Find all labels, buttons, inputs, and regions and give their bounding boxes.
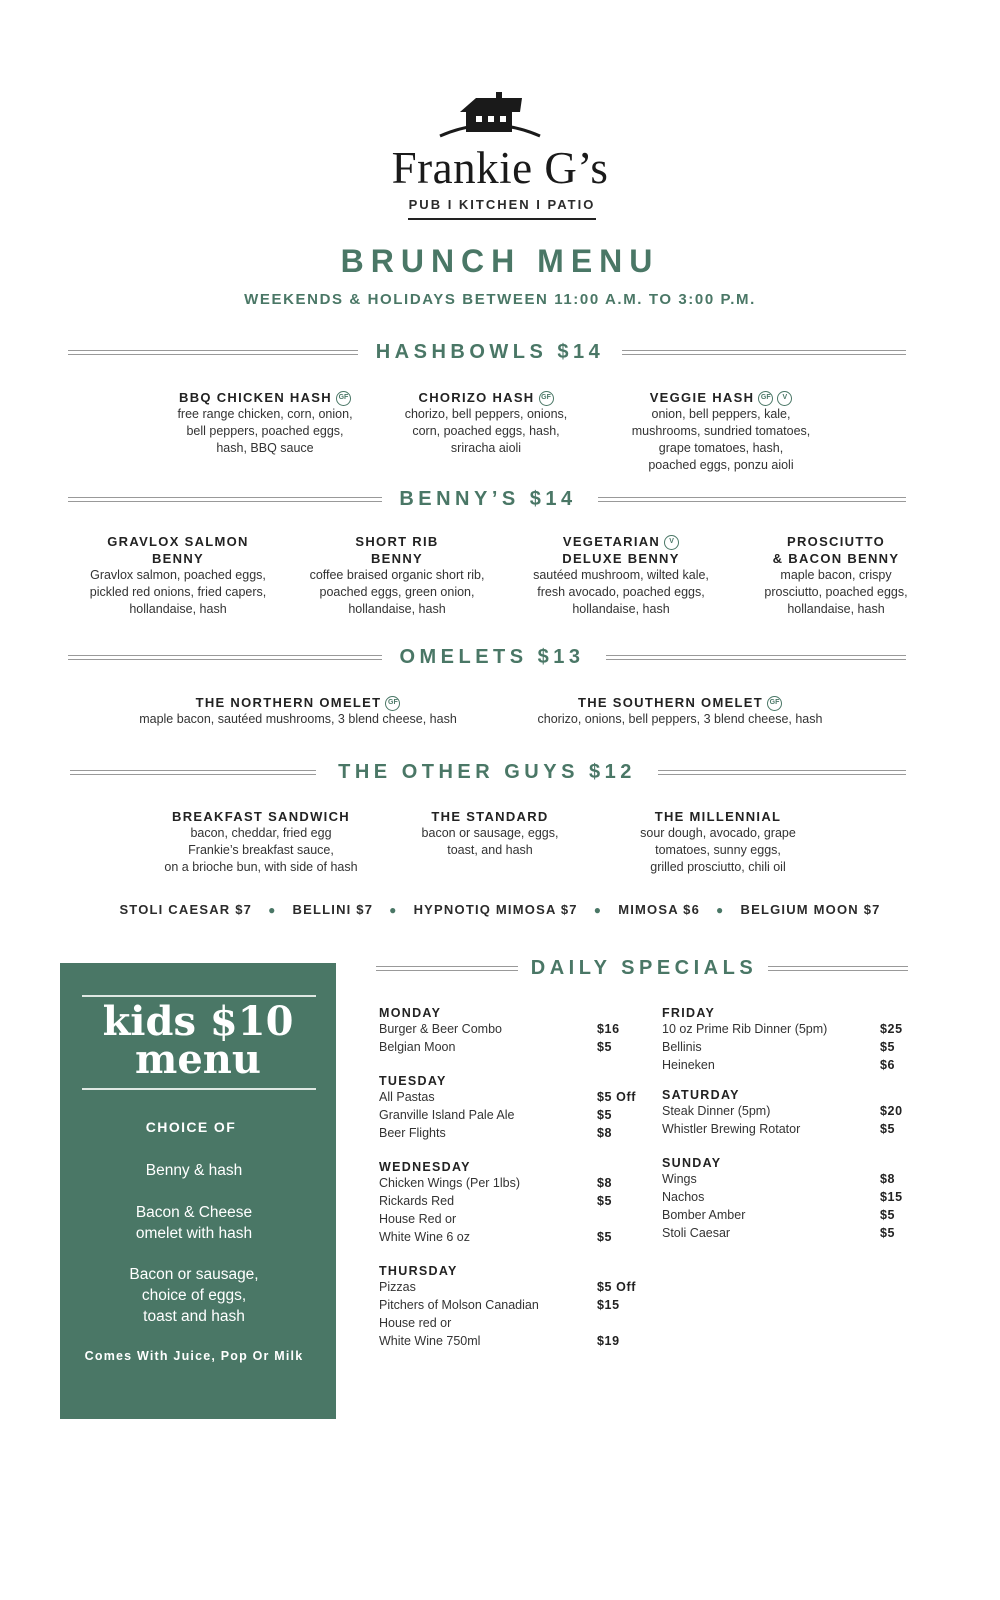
special-row <box>379 1020 649 1038</box>
item-desc: corn, poached eggs, hash, <box>412 424 560 439</box>
special-name: House red or <box>379 1316 452 1330</box>
special-price: $5 Off <box>597 1090 637 1104</box>
menu-item <box>742 533 930 618</box>
item-desc: hollandaise, hash <box>348 602 446 616</box>
kids-option-line: omelet with hash <box>135 1225 253 1242</box>
special-price: $5 <box>880 1208 896 1222</box>
special-price: $5 <box>597 1040 613 1054</box>
item-desc: sour dough, avocado, grape <box>640 826 796 840</box>
special-price: $5 <box>880 1040 896 1054</box>
item-desc: toast, and hash <box>447 843 533 857</box>
item-name: THE MILLENNIAL <box>654 809 782 824</box>
item-name: & BACON BENNY <box>772 551 900 566</box>
special-price: $8 <box>597 1126 613 1140</box>
divider <box>82 995 316 997</box>
divider <box>68 655 382 660</box>
section-title-hashbowls: HASHBOWLS $14 <box>375 341 605 363</box>
divider <box>606 655 906 660</box>
item-desc: bacon or sausage, eggs, <box>421 826 559 840</box>
menu-item <box>520 533 722 618</box>
item-desc: fresh avocado, poached eggs, <box>537 585 705 600</box>
day-heading: SUNDAY <box>662 1156 722 1170</box>
kids-menu-panel <box>60 963 336 1419</box>
special-name: Steak Dinner (5pm) <box>662 1104 771 1118</box>
special-row <box>379 1228 649 1246</box>
gluten-free-icon: GF <box>385 696 400 711</box>
special-name: Bomber Amber <box>662 1208 746 1222</box>
day-heading: WEDNESDAY <box>379 1160 471 1174</box>
special-row <box>662 1020 922 1038</box>
divider <box>82 1088 316 1090</box>
special-price: $5 Off <box>597 1280 637 1294</box>
item-name: PROSCIUTTO <box>787 534 885 549</box>
divider <box>70 770 316 775</box>
day-heading: THURSDAY <box>379 1264 458 1278</box>
section-title-omelets: OMELETS $13 <box>399 646 585 668</box>
item-desc: pickled red onions, fried capers, <box>89 585 267 599</box>
special-price: $25 <box>880 1022 903 1036</box>
day-heading: TUESDAY <box>379 1074 447 1088</box>
divider <box>68 497 382 502</box>
item-desc: prosciutto, poached eggs, <box>764 585 908 599</box>
special-price: $5 <box>597 1230 613 1244</box>
divider <box>68 350 358 355</box>
bullet-icon: ● <box>593 903 603 917</box>
special-row <box>379 1296 649 1314</box>
special-name: Belgian Moon <box>379 1040 456 1054</box>
daily-specials-left <box>379 1006 649 1350</box>
divider <box>768 966 908 971</box>
kids-footer: Comes With Juice, Pop Or Milk <box>84 1349 304 1363</box>
special-name: Beer Flights <box>379 1126 446 1140</box>
drink-item: HYPNOTIQ MIMOSA $7 <box>413 902 578 917</box>
special-row <box>379 1332 649 1350</box>
item-name: THE NORTHERN OMELET <box>195 695 382 710</box>
menu-item <box>376 389 596 457</box>
kids-option-line: Bacon or sausage, <box>129 1266 259 1283</box>
day-heading: MONDAY <box>379 1006 442 1020</box>
drink-item: BELGIUM MOON $7 <box>740 902 881 917</box>
kids-title-line: kids $10 <box>102 998 294 1045</box>
special-name: Stoli Caesar <box>662 1226 731 1240</box>
special-row <box>662 1120 922 1138</box>
item-desc: chorizo, bell peppers, onions, <box>404 407 568 422</box>
item-name: BENNY <box>370 551 423 566</box>
special-price: $8 <box>597 1176 613 1190</box>
kids-option-line: choice of eggs, <box>141 1287 247 1304</box>
special-row <box>379 1174 649 1192</box>
item-desc: chorizo, onions, bell peppers, 3 blend cheese, hash <box>537 712 823 727</box>
special-name: Chicken Wings (Per 1lbs) <box>379 1176 521 1190</box>
kids-menu-title <box>60 998 336 1083</box>
item-desc: mushrooms, sundried tomatoes, <box>631 424 811 439</box>
item-name: BREAKFAST SANDWICH <box>172 809 350 824</box>
special-name: Burger & Beer Combo <box>379 1022 502 1036</box>
item-desc: grilled prosciutto, chili oil <box>650 860 786 874</box>
item-name: BENNY <box>151 551 204 566</box>
item-desc: free range chicken, corn, onion, <box>177 407 353 422</box>
special-name: Wings <box>662 1172 697 1186</box>
item-desc: on a brioche bun, with side of hash <box>164 860 358 874</box>
kids-option <box>60 1202 328 1244</box>
item-name: SHORT RIB <box>355 534 439 549</box>
day-heading: FRIDAY <box>662 1006 716 1020</box>
item-desc: maple bacon, crispy <box>780 568 892 582</box>
special-name: Pitchers of Molson Canadian <box>379 1298 539 1312</box>
kids-title-line: menu <box>135 1036 261 1083</box>
item-name: GRAVLOX SALMON <box>107 534 249 549</box>
special-name: Whistler Brewing Rotator <box>662 1122 801 1136</box>
special-name: Bellinis <box>662 1040 702 1054</box>
drink-item: STOLI CAESAR $7 <box>119 902 253 917</box>
item-name: VEGGIE HASH <box>649 390 755 405</box>
gluten-free-icon: GF <box>539 391 554 406</box>
item-desc: sriracha aioli <box>450 441 522 456</box>
special-name: Rickards Red <box>379 1194 455 1208</box>
bullet-icon: ● <box>716 903 725 917</box>
bullet-icon: ● <box>389 903 398 917</box>
special-name: Pizzas <box>379 1280 416 1294</box>
special-price: $5 <box>597 1194 613 1208</box>
menu-item <box>400 808 580 859</box>
item-name: THE STANDARD <box>431 809 549 824</box>
special-price: $15 <box>597 1298 620 1312</box>
item-desc: grape tomatoes, hash, <box>658 441 784 456</box>
kids-option-line: toast and hash <box>143 1308 245 1325</box>
drink-item: BELLINI $7 <box>292 902 374 917</box>
special-price: $5 <box>880 1226 896 1240</box>
day-heading: SATURDAY <box>662 1088 740 1102</box>
menu-item <box>296 533 498 618</box>
item-desc: bell peppers, poached eggs, <box>186 424 344 439</box>
item-desc: hollandaise, hash <box>787 602 885 616</box>
special-name: White Wine 750ml <box>379 1334 481 1348</box>
menu-item <box>510 694 850 728</box>
brand-tagline: PUB I KITCHEN I PATIO <box>408 198 596 220</box>
special-price: $20 <box>880 1104 903 1118</box>
brand-name: Frankie G’s <box>391 143 609 193</box>
menu-item <box>120 694 476 728</box>
item-name: DELUXE BENNY <box>562 551 680 567</box>
special-row <box>379 1124 649 1142</box>
item-desc: Frankie’s breakfast sauce, <box>188 843 334 857</box>
item-name: VEGETARIAN <box>562 534 661 549</box>
section-title-daily-specials: DAILY SPECIALS <box>530 957 758 979</box>
special-row <box>662 1188 922 1206</box>
menu-subtitle: WEEKENDS & HOLIDAYS BETWEEN 11:00 A.M. TO 3:00 P.M. <box>244 291 756 308</box>
special-name: Granville Island Pale Ale <box>379 1108 515 1122</box>
kids-option <box>60 1160 328 1181</box>
special-row <box>379 1192 649 1210</box>
special-row <box>379 1088 649 1106</box>
special-row <box>379 1106 649 1124</box>
menu-item <box>605 389 837 474</box>
kids-option-line: Benny & hash <box>145 1162 243 1179</box>
special-row <box>379 1314 649 1332</box>
gluten-free-icon: GF <box>767 696 782 711</box>
special-row <box>662 1224 922 1242</box>
menu-item <box>150 389 380 457</box>
special-row <box>662 1170 922 1188</box>
vegetarian-icon: V <box>777 391 792 406</box>
divider <box>598 497 906 502</box>
special-price: $5 <box>880 1122 896 1136</box>
item-desc: coffee braised organic short rib, <box>309 568 485 582</box>
kids-choice-label: CHOICE OF <box>145 1119 237 1135</box>
drink-item: MIMOSA $6 <box>618 902 701 917</box>
divider <box>376 966 518 971</box>
special-name: Nachos <box>662 1190 705 1204</box>
special-row <box>662 1102 922 1120</box>
special-name: White Wine 6 oz <box>379 1230 471 1244</box>
item-desc: Gravlox salmon, poached eggs, <box>90 568 266 582</box>
item-desc: tomatoes, sunny eggs, <box>655 843 781 857</box>
item-desc: sautéed mushroom, wilted kale, <box>533 568 709 583</box>
special-price: $19 <box>597 1334 620 1348</box>
section-title-bennys: BENNY’S $14 <box>399 488 577 510</box>
item-desc: hollandaise, hash <box>129 602 227 616</box>
special-name: House Red or <box>379 1212 457 1226</box>
divider <box>622 350 906 355</box>
special-price: $15 <box>880 1190 903 1204</box>
bullet-icon: ● <box>268 903 277 917</box>
special-row <box>662 1206 922 1224</box>
special-price: $6 <box>880 1058 896 1072</box>
special-price: $16 <box>597 1022 620 1036</box>
item-desc: onion, bell peppers, kale, <box>651 407 791 422</box>
gluten-free-icon: GF <box>758 391 773 406</box>
kids-option-line: Bacon & Cheese <box>135 1204 253 1221</box>
special-row <box>379 1278 649 1296</box>
item-name: CHORIZO HASH <box>418 390 535 405</box>
divider <box>658 770 906 775</box>
menu-item <box>620 808 816 876</box>
menu-item <box>72 533 284 618</box>
item-desc: bacon, cheddar, fried egg <box>190 826 332 840</box>
special-name: Heineken <box>662 1058 715 1072</box>
drinks-list <box>0 902 1000 917</box>
special-row <box>379 1210 649 1228</box>
item-name: THE SOUTHERN OMELET <box>577 695 764 710</box>
gluten-free-icon: GF <box>336 391 351 406</box>
item-desc: hash, BBQ sauce <box>216 441 314 456</box>
special-price: $8 <box>880 1172 896 1186</box>
house-logo-icon <box>436 92 544 140</box>
item-desc: poached eggs, ponzu aioli <box>648 458 794 473</box>
special-row <box>662 1038 922 1056</box>
special-price: $5 <box>597 1108 613 1122</box>
kids-option <box>60 1264 328 1327</box>
item-desc: maple bacon, sautéed mushrooms, 3 blend cheese, hash <box>139 712 457 727</box>
item-desc: poached eggs, green onion, <box>319 585 475 599</box>
special-row <box>662 1056 922 1074</box>
special-row <box>379 1038 649 1056</box>
special-name: All Pastas <box>379 1090 435 1104</box>
item-name: BBQ CHICKEN HASH <box>179 390 332 405</box>
daily-specials-right <box>662 1006 922 1242</box>
menu-item <box>150 808 372 876</box>
special-name: 10 oz Prime Rib Dinner (5pm) <box>662 1022 828 1036</box>
section-title-other-guys: THE OTHER GUYS $12 <box>338 761 636 783</box>
menu-title: BRUNCH MENU <box>340 243 660 279</box>
vegetarian-icon: V <box>664 535 679 550</box>
item-desc: hollandaise, hash <box>572 602 670 617</box>
